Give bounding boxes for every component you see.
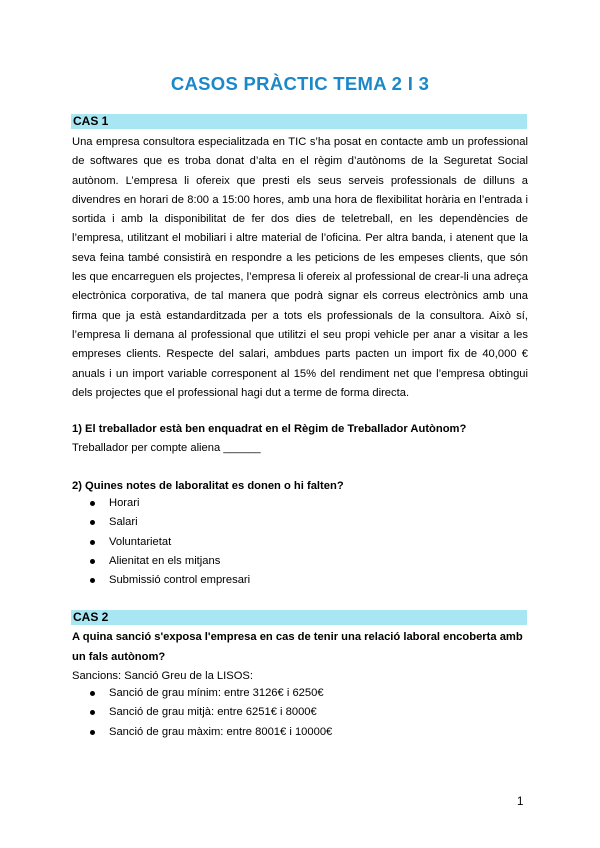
page-number: 1 [517,796,524,808]
list-item: Salari [90,513,250,532]
sanctions-label: Sancions: Sanció Greu de la LISOS: [72,670,253,682]
document-title: CASOS PRÀCTIC TEMA 2 I 3 [170,73,430,94]
list-item: Sanció de grau mínim: entre 3126€ i 6250€ [90,684,332,703]
question-2: 2) Quines notes de laboralitat es donen o hi falten? [72,480,344,492]
laboralitat-list [90,494,250,590]
case-2-question-line-2: un fals autònom? [72,651,166,663]
list-item: Sanció de grau màxim: entre 8001€ i 10000€ [90,723,332,742]
list-item: Sanció de grau mitjà: entre 6251€ i 8000€ [90,703,332,722]
answer-1: Treballador per compte aliena ______ [72,442,261,454]
list-item: Voluntarietat [90,533,250,552]
list-item: Horari [90,494,250,513]
sanctions-list [90,684,332,742]
case-1-heading: CAS 1 [71,114,527,129]
case-2-question-line-1: A quina sanció s'exposa l'empresa en cas de tenir una relació laboral encoberta amb [72,631,523,643]
case-1-text: Una empresa consultora especialitzada en TIC s’ha posat en contacte amb un professional de softwares que es troba donat d’alta en el règim d’autònoms de la Seguretat Social autònom. L’empresa li ofereix que presti els seus serveis professionals de dilluns a divendres en horari de 8:00 a 15:00 hores, amb una hora de flexibilitat horària en l’entrada i sortida i amb la disponibilitat de fer dos dies de teletreball, en les dependències de l’empresa, utilitzant el mobiliari i altre material de l’oficina. Per altra banda, i atenent que la seva feina també consistirà en respondre a les peticions de les empeses clients, que són les que encarreguen els projectes, l’empresa li ofereix al professional de crear-li una adreça electrònica corporativa, de tal manera que podrà signar els correus electrònics amb una firma que ja està estandarditzada per a tots els professionals de la consultora. Això sí, l’empresa li demana al professional que utilitzi el seu propi vehicle per anar a visitar a les empreses clients. Respecte del salari, ambdues parts pacten un import fix de 40,000 € anuals i un import variable corresponent al 15% del rendiment net que l’empresa obtingui dels projectes que el professional hagi dut a terme de forma directa. [72,136,528,399]
question-1: 1) El treballador està ben enquadrat en el Règim de Treballador Autònom? [72,423,467,435]
list-item: Submissió control empresari [90,571,250,590]
list-item: Alienitat en els mitjans [90,552,250,571]
case-2-heading: CAS 2 [71,610,527,625]
